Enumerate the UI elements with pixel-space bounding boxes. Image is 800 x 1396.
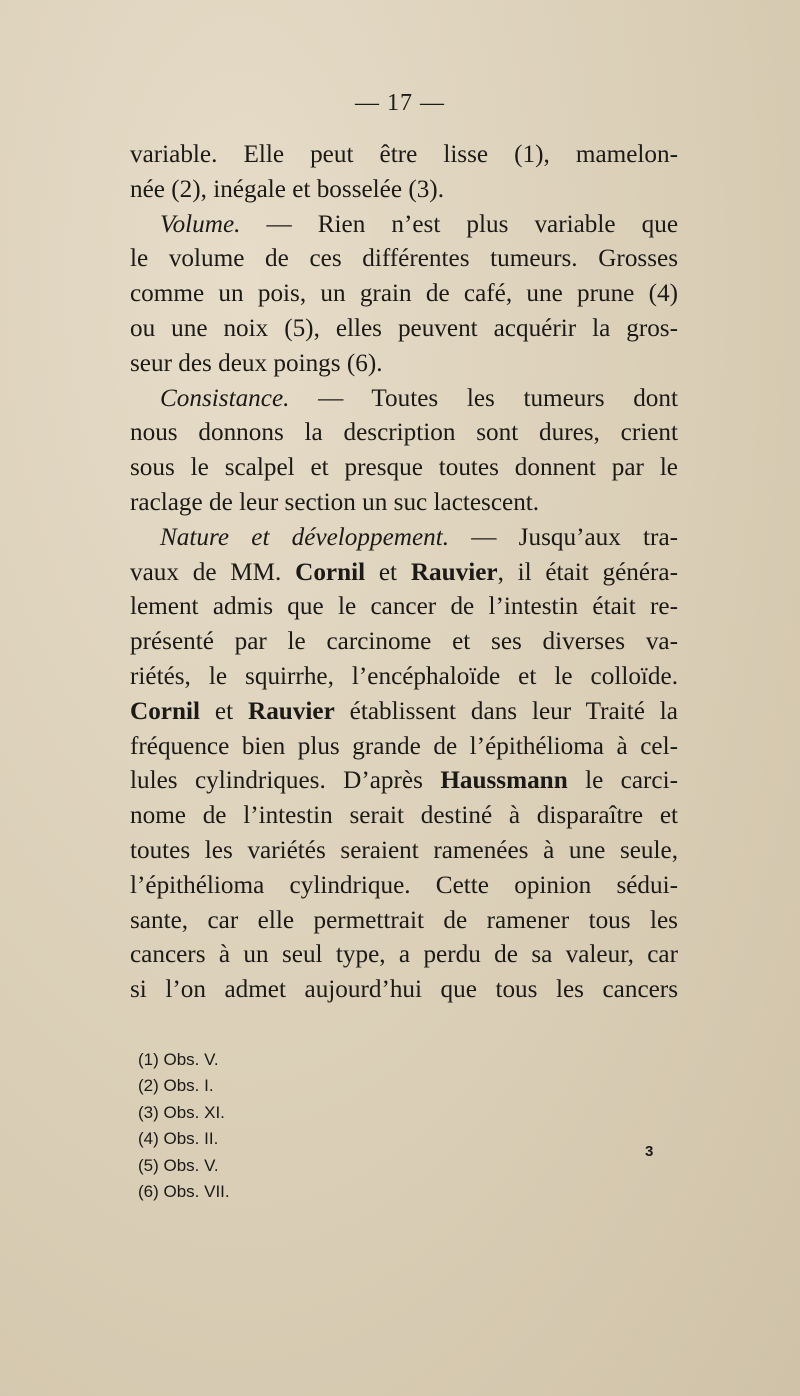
text-line: [130, 382, 678, 417]
section-heading-consistance: Consistance.: [160, 384, 290, 412]
author-name: Rauvier: [410, 558, 498, 586]
text-line: [130, 521, 678, 556]
text-run: — Toutes les tumeurs dont: [289, 384, 678, 412]
text-line: [130, 208, 678, 243]
text-run: — Jusqu’aux tra-: [449, 523, 679, 551]
text-line: riétés, le squirrhe, l’encéphaloïde et le colloïde.: [130, 662, 678, 690]
text-line: sous le scalpel et presque toutes donnent par le: [130, 454, 678, 482]
footnote: (5) Obs. V.: [138, 1155, 219, 1175]
text-run: , il était généra-: [497, 558, 678, 586]
footnote: (4) Obs. II.: [138, 1129, 219, 1149]
text-run: lules cylindriques. D’après: [130, 767, 441, 795]
author-name: Rauvier: [248, 697, 335, 725]
footnote: (1) Obs. V.: [138, 1050, 219, 1069]
text-run: vaux de MM.: [130, 558, 296, 586]
text-line: née (2), inégale et bosselée (3).: [130, 175, 444, 203]
text-line: [130, 764, 678, 799]
text-line: nous donnons la description sont dures, crient: [130, 419, 678, 447]
text-line: variable. Elle peut être lisse (1), mamelon-: [130, 141, 678, 168]
footnote: (2) Obs. I.: [138, 1076, 214, 1096]
author-name: Cornil: [130, 697, 200, 725]
text-line: raclage de leur section un suc lactescent.: [130, 488, 540, 516]
text-line: comme un pois, un grain de café, une prune (4): [130, 280, 678, 308]
text-line: le volume de ces différentes tumeurs. Grosses: [130, 245, 678, 273]
text-line: seur des deux poings (6).: [130, 349, 383, 377]
text-line: l’épithélioma cylindrique. Cette opinion sédui-: [130, 871, 678, 899]
text-run: et: [365, 558, 411, 586]
text-line: si l’on admet aujourd’hui que tous les cancers: [130, 976, 678, 1004]
section-heading-volume: Volume.: [160, 210, 241, 238]
footnote: (3) Obs. XI.: [138, 1102, 225, 1122]
page-number: — 17 —: [355, 90, 445, 116]
author-name: Haussmann: [440, 767, 568, 795]
text-run: et: [199, 697, 248, 725]
footnote: (6) Obs. VII.: [138, 1182, 230, 1202]
text-line: sante, car elle permettrait de ramener tous les: [130, 906, 678, 934]
text-line: présenté par le carcinome et ses diverses va-: [130, 628, 678, 656]
text-line: nome de l’intestin serait destiné à disparaître et: [130, 802, 678, 830]
signature-mark: 3: [645, 1143, 654, 1160]
text-line: ou une noix (5), elles peuvent acquérir la gros-: [130, 314, 678, 342]
footnotes: [138, 1047, 230, 1205]
body-text: [130, 138, 678, 1008]
text-line: [130, 695, 678, 730]
text-line: toutes les variétés seraient ramenées à une seule,: [130, 836, 678, 864]
text-line: [130, 556, 678, 591]
section-heading-nature: Nature et développement.: [160, 523, 450, 551]
text-line: cancers à un seul type, a perdu de sa valeur, car: [130, 941, 678, 969]
text-line: lement admis que le cancer de l’intestin était re-: [130, 593, 678, 621]
text-line: fréquence bien plus grande de l’épithélioma à cel-: [130, 732, 678, 760]
text-run: — Rien n’est plus variable que: [240, 210, 678, 238]
text-run: le carci-: [567, 767, 678, 795]
author-name: Cornil: [295, 558, 366, 586]
text-run: établissent dans leur Traité la: [334, 697, 678, 725]
